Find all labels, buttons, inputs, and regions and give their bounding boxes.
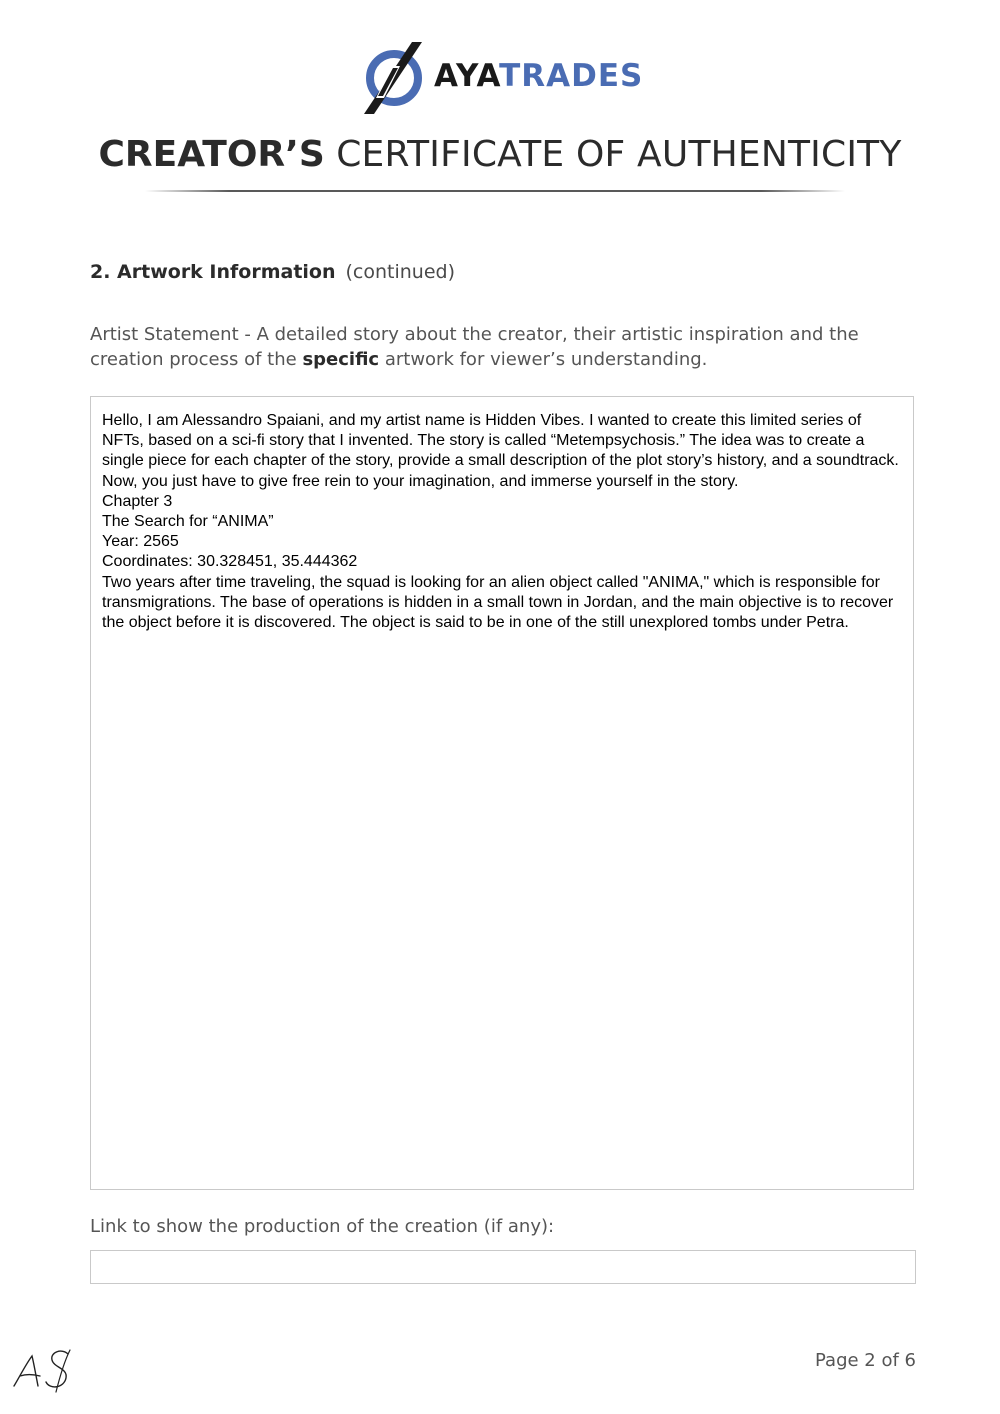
statement-story: Two years after time traveling, the squad is looking for an alien object called "ANIMA," which is responsible for transmigrations. The base of operations is hidden in a small town in Jordan, and the main objective is to recover the object before it is discovered. The object is said to be in one of the still unexplored tombs under Petra. [102,573,894,632]
artist-statement-label-part1: Artist Statement - A detailed story about the creator, their artistic inspiration and the creation process of the [90,324,859,370]
certificate-title-bold: CREATOR’S [98,134,325,175]
artist-statement-label-part2: artwork for viewer’s understanding. [379,349,708,370]
brand-name-part1: AYA [434,58,500,94]
statement-coordinates: Coordinates: 30.328451, 35.444362 [102,553,358,571]
title-divider [145,190,845,192]
certificate-title-rest: CERTIFICATE OF AUTHENTICITY [336,134,902,175]
section-continued-note: (continued) [345,261,456,283]
artist-statement-label-emphasis: specific [302,349,380,370]
section-heading [90,258,455,286]
production-link-label: Link to show the production of the creation (if any): [90,1216,555,1237]
statement-chapter: Chapter 3 [102,492,173,510]
creator-signature [10,1346,80,1394]
ayatrades-logo-icon [362,40,426,116]
artist-statement-textbox[interactable] [90,396,914,1190]
brand-name [434,56,643,96]
statement-intro: Hello, I am Alessandro Spaiani, and my artist name is Hidden Vibes. I wanted to create this limited series of NFTs, based on a sci-fi story that I invented. The story is called “Metempsychosis.” The idea was to create a single piece for each chapter of the story, provide a small description of the plot story’s history, and a soundtrack. Now, you just have to give free rein to your imagination, and immerse yourself in the story. [102,412,899,490]
brand-name-part2: TRADES [499,58,644,94]
brand-logo [362,40,642,116]
certificate-title [0,132,1000,178]
section-title: 2. Artwork Information [90,261,336,283]
production-link-input[interactable] [90,1250,916,1284]
artist-statement-label [90,322,910,372]
statement-chapter-title: The Search for “ANIMA” [102,513,274,531]
statement-year: Year: 2565 [102,533,179,551]
page-number: Page 2 of 6 [815,1350,916,1371]
